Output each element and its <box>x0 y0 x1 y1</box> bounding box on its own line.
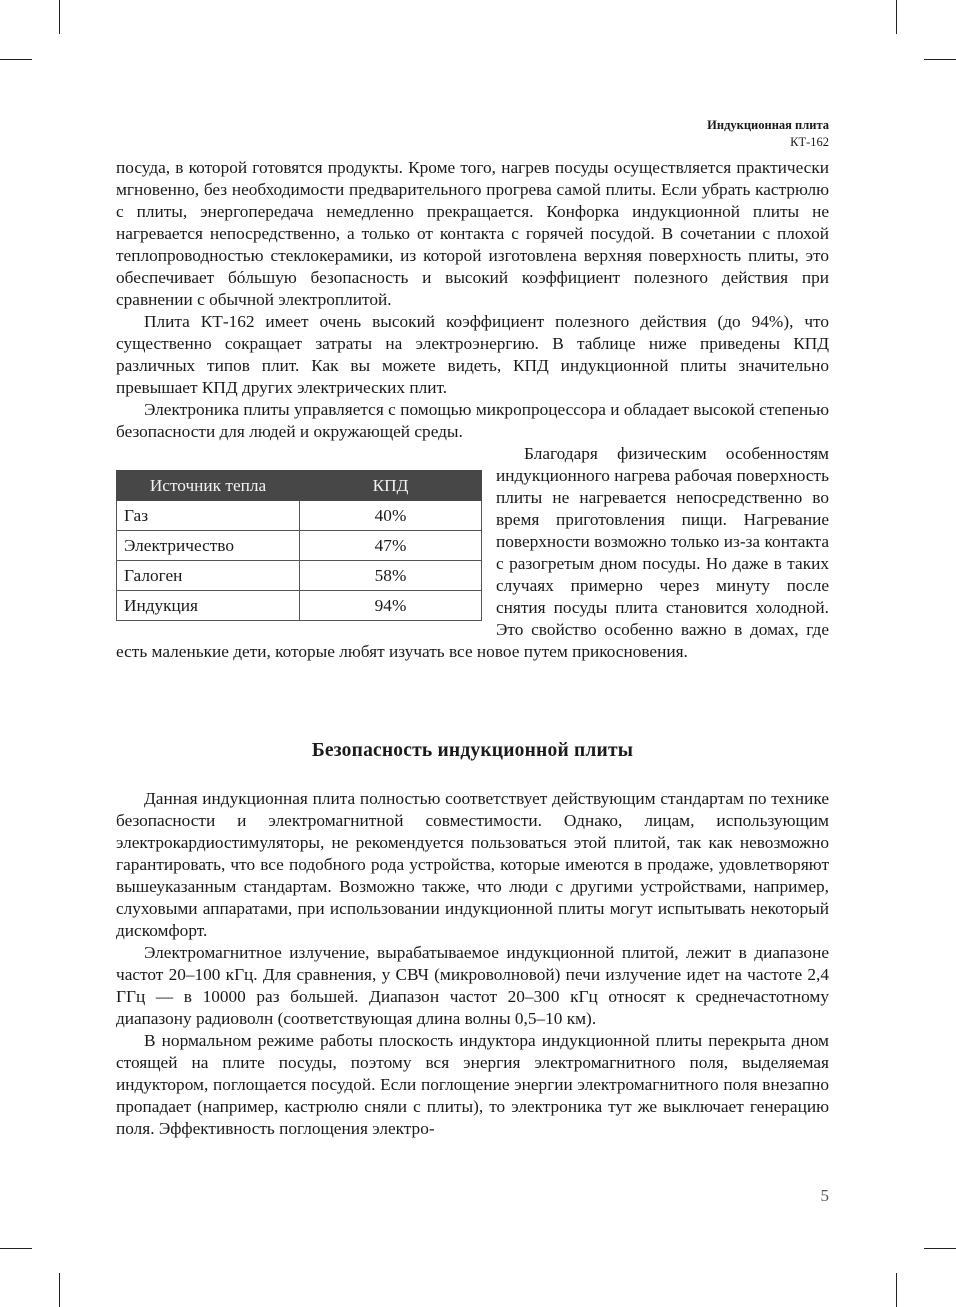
table-cell: Галоген <box>117 561 300 591</box>
crop-mark <box>59 0 60 34</box>
header-title: Индукционная плита <box>707 118 829 132</box>
paragraph: В нормальном режиме работы плоскость индуктора индукционной плиты перекрыта дном стоящей на плите посуды, поэтому вся энергия электромагнитного поля, выделяемая индуктором, поглощается посудой. Если поглощение энергии электромагнитного поля внезапно пропадает (например, кастрюлю сняли с плиты), то электроника тут же выключает генерацию поля. Эффективность поглощения электро- <box>116 1031 829 1138</box>
crop-mark <box>0 1248 32 1249</box>
table-cell: 47% <box>300 531 482 561</box>
table-header: КПД <box>300 471 482 501</box>
table-row <box>117 561 482 591</box>
paragraph: Благодаря физическим особенностям индукционного нагрева рабочая поверхность плиты не нагревается непосредственно во время приготовления пищи. Нагревание поверхности возможно только из-за контакта с разогретым дном посуды. Но даже в таких случаях примерно через минуту после снятия посуды плита становится холодной. Это свойство особенно важно в домах, где есть маленькие дети, которые любят изучать все новое путем прикосновения. <box>116 444 829 661</box>
table-cell: 58% <box>300 561 482 591</box>
crop-mark <box>924 1248 956 1249</box>
header-model: КТ-162 <box>790 135 829 149</box>
crop-mark <box>896 0 897 34</box>
efficiency-table <box>116 470 482 621</box>
table-row <box>117 501 482 531</box>
paragraph: Данная индукционная плита полностью соответствует действующим стандартам по технике безопасности и электромагнитной совместимости. Однако, лицам, использующим электрокардиостимуляторы, не рекомендуется пользоваться этой плитой, так как невозможно гарантировать, что все подобного рода устройства, которые имеются в продаже, удовлетворяют вышеуказанным стандартам. Возможно также, что люди с другими устройствами, например, слуховыми аппаратами, при использовании индукционной плиты могут испытывать некоторый дискомфорт. <box>116 789 829 940</box>
page-body <box>116 157 829 1140</box>
crop-mark <box>59 1273 60 1307</box>
page-number: 5 <box>820 1186 829 1205</box>
table-cell: Электричество <box>117 531 300 561</box>
table-cell: 40% <box>300 501 482 531</box>
table-header: Источник тепла <box>117 471 300 501</box>
crop-mark <box>924 59 956 60</box>
paragraph: Плита КТ-162 имеет очень высокий коэффициент полезного действия (до 94%), что существенно сокращает затраты на электроэнергию. В таблице ниже приведены КПД различных типов плит. Как вы можете видеть, КПД индукционной плиты значительно превышает КПД других электрических плит. <box>116 312 829 397</box>
table-cell: Газ <box>117 501 300 531</box>
section-title: Безопасность индукционной плиты <box>311 740 634 761</box>
paragraph: Электромагнитное излучение, вырабатываемое индукционной плитой, лежит в диапазоне частот 20–100 кГц. Для сравнения, у СВЧ (микроволновой) печи излучение идет на частоте 2,4 ГГц — в 10000 раз большей. Диапазон частот 20–300 кГц относят к среднечастотному диапазону радиоволн (соответствующая длина волны 0,5–10 км). <box>116 943 829 1028</box>
paragraph: посуда, в которой готовятся продукты. Кроме того, нагрев посуды осуществляется практически мгновенно, без необходимости предварительного прогрева самой плиты. Если убрать кастрюлю с плиты, энергопередача немедленно прекращается. Конфорка индукционной плиты не нагревается непосредственно, а только от контакта с горячей посудой. В сочетании с плохой теплопроводностью стеклокерамики, из которой изготовлена верхняя поверхность плиты, это обеспечивает бóльшую безопасность и высокий коэффициент полезного действия при сравнении с обычной электроплитой. <box>116 158 829 309</box>
crop-mark <box>0 59 32 60</box>
table-row <box>117 591 482 621</box>
table-cell: Индукция <box>117 591 300 621</box>
table-row <box>117 531 482 561</box>
crop-mark <box>896 1273 897 1307</box>
running-header <box>707 117 829 151</box>
table-header-row <box>117 471 482 501</box>
table-cell: 94% <box>300 591 482 621</box>
paragraph: Электроника плиты управляется с помощью микропроцессора и обладает высокой степенью безопасности для людей и окружающей среды. <box>116 400 829 441</box>
